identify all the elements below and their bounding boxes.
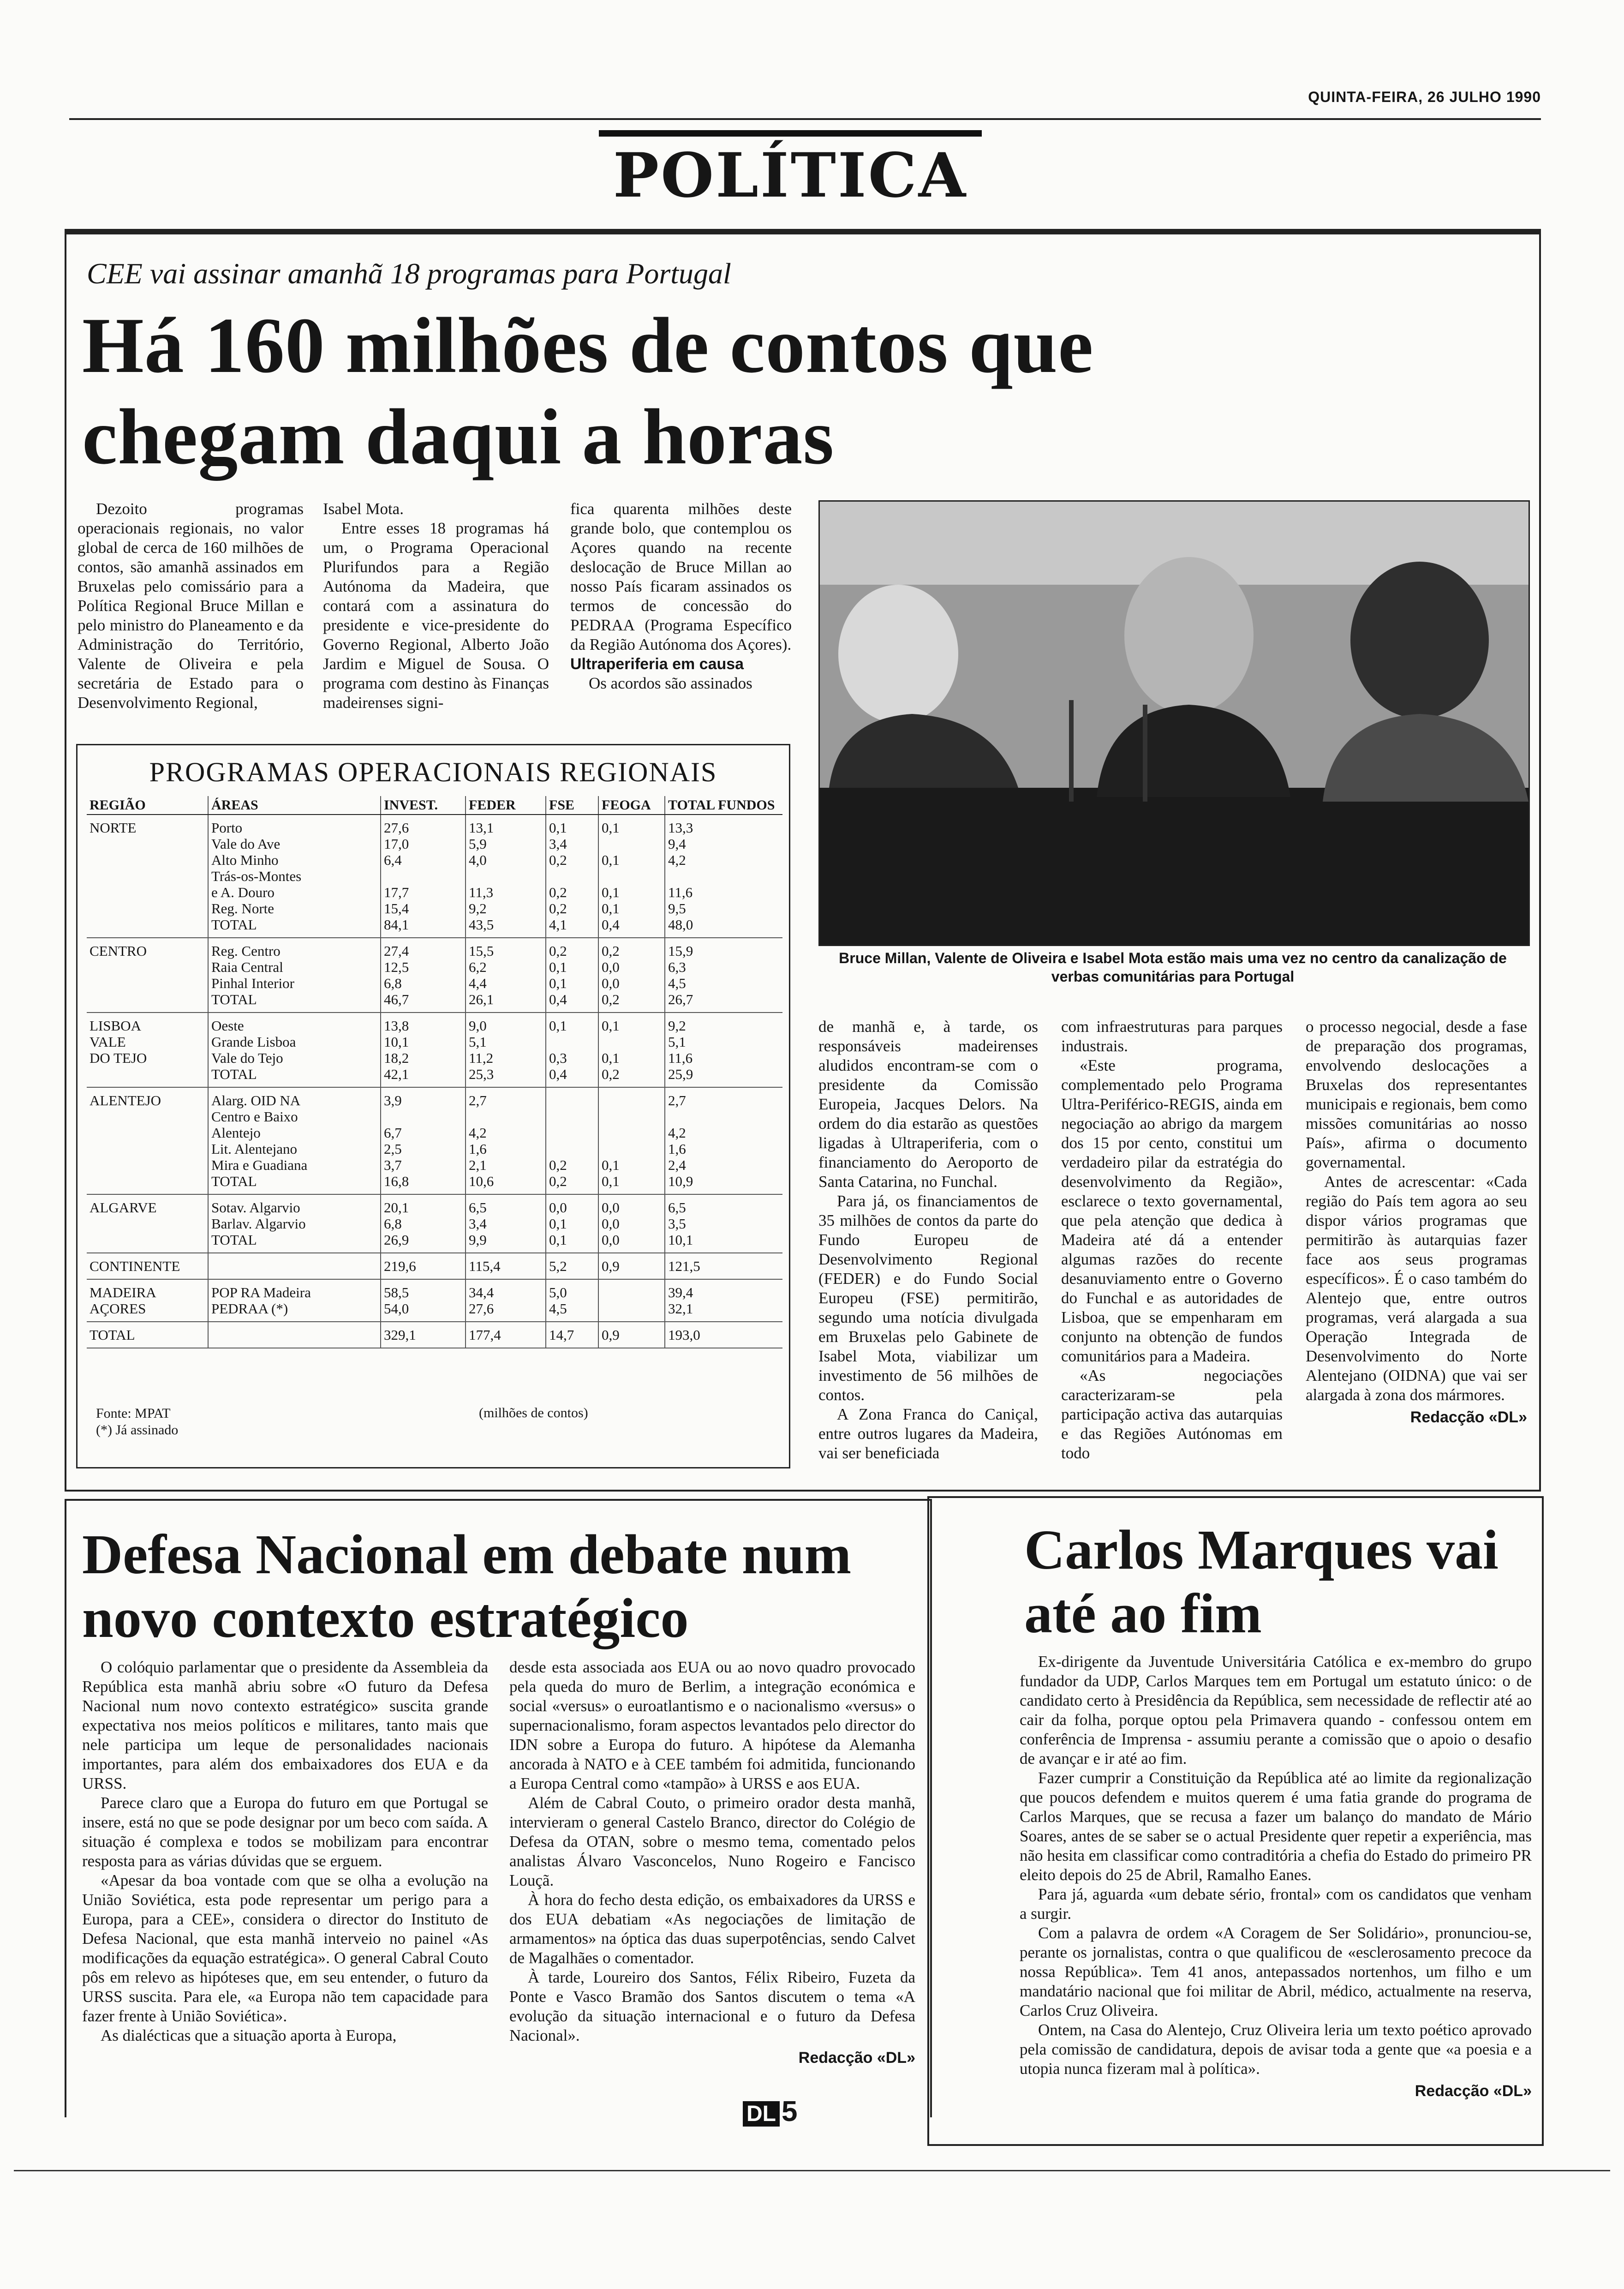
table-row xyxy=(87,938,782,1013)
carlos-paragraph: Ontem, na Casa do Alentejo, Cruz Oliveira leria um texto poético aprovado pela comissão de candidatura, depois de avisar toda a gente que «a poesia e a utopia nunca fizeram mal à política». xyxy=(1020,2021,1532,2078)
main-paragraph: fica quarenta milhões deste grande bolo, que contemplou os Açores quando na recente deslocação de Bruce Millan ao nosso País ficaram assinados os termos de concessão do PEDRAA (Programa Específico da Região Autónoma dos Açores). xyxy=(570,500,792,653)
carlos-paragraph: Para já, aguarda «um debate sério, frontal» com os candidatos que venham a surgir. xyxy=(1020,1885,1532,1923)
section-rule xyxy=(599,130,982,137)
column-header: FEDER xyxy=(466,796,546,815)
table-cell-feder: 34,4 27,6 xyxy=(466,1279,546,1322)
table-cell-feoga: 0,9 xyxy=(598,1322,665,1348)
main-paragraph: Entre esses 18 programas há um, o Programa Operacional Plurifundos para a Região Autónoma da Madeira, que contará com a assinatura do presidente e vice-presidente do Governo Regional, Alberto João Jardim e Miguel de Sousa. O programa com destino às Finanças madeirenses signi- xyxy=(323,519,549,712)
footer-rule xyxy=(14,2170,1610,2171)
table-cell-invest: 329,1 xyxy=(381,1322,466,1348)
table-row xyxy=(87,1013,782,1087)
table-cell-feoga: 0,1 0,1 0,2 xyxy=(598,1013,665,1087)
table-row xyxy=(87,1253,782,1279)
table-cell-invest: 20,1 6,8 26,9 xyxy=(381,1194,466,1253)
table-cell-fse: 0,1 3,4 0,2 0,2 0,2 4,1 xyxy=(546,815,598,938)
main-column-3 xyxy=(570,499,792,693)
page-number: 5 xyxy=(781,2096,798,2127)
table-cell-areas: Sotav. Algarvio Barlav. Algarvio TOTAL xyxy=(208,1194,381,1253)
header-rule xyxy=(69,118,1541,120)
table-cell-total: 13,3 9,4 4,2 11,6 9,5 48,0 xyxy=(665,815,782,938)
main-paragraph: Isabel Mota. xyxy=(323,500,404,518)
main-subhead: Ultraperiferia em causa xyxy=(570,655,744,673)
table-cell-fse: 14,7 xyxy=(546,1322,598,1348)
table-cell-feoga: 0,1 0,1 xyxy=(598,1087,665,1194)
table-cell-region: LISBOA VALE DO TEJO xyxy=(87,1013,208,1087)
table-cell-total: 193,0 xyxy=(665,1322,782,1348)
table-cell-feoga: 0,1 0,1 0,1 0,1 0,4 xyxy=(598,815,665,938)
table-footnotes xyxy=(96,1405,178,1438)
table-row xyxy=(87,1322,782,1348)
table-cell-region: CONTINENTE xyxy=(87,1253,208,1279)
column-header: FSE xyxy=(546,796,598,815)
defesa-paragraph: desde esta associada aos EUA ou ao novo quadro provocado pela queda do muro de Berlim, a integração económica e social «versus» o euroatlantismo e o nacionalismo «versus» o supernacionalismo, foram aspectos levantados pelo director do IDN sobre a Europa do futuro. A hipótese da Alemanha ancorada à NATO e à CEE também foi admitida, funcionando a Europa Central como «tampão» à URSS e aos EUA. xyxy=(509,1658,915,1792)
table-cell-feder: 15,5 6,2 4,4 26,1 xyxy=(466,938,546,1013)
table-cell-feoga xyxy=(598,1279,665,1322)
table-cell-feder: 6,5 3,4 9,9 xyxy=(466,1194,546,1253)
table-cell-total: 2,7 4,2 1,6 2,4 10,9 xyxy=(665,1087,782,1194)
table-row xyxy=(87,1194,782,1253)
photo-caption: Bruce Millan, Valente de Oliveira e Isabel Mota estão mais uma vez no centro da canalização de verbas comunitárias para Portugal xyxy=(839,950,1507,985)
table-cell-areas xyxy=(208,1322,381,1348)
main-paragraph: «As negociações caracterizaram-se pela participação activa das autarquias e das Regiões Autónomas em todo xyxy=(1061,1366,1283,1462)
table-cell-feoga: 0,9 xyxy=(598,1253,665,1279)
column-header: REGIÃO xyxy=(87,796,208,815)
table-cell-fse: 0,2 0,2 xyxy=(546,1087,598,1194)
section-title: POLÍTICA xyxy=(613,140,968,211)
main-lower-column-3 xyxy=(1306,1017,1527,1427)
table-cell-areas: POP RA Madeira PEDRAA (*) xyxy=(208,1279,381,1322)
photo-illustration xyxy=(820,502,1528,945)
defesa-column-2 xyxy=(509,1658,915,2067)
defesa-paragraph: Além de Cabral Couto, o primeiro orador desta manhã, intervieram o general Castelo Branco, director do Colégio de Defesa da OTAN, sobre o mesmo tema, comentado pelos analistas Álvaro Vasconcelos, Nuno Rogeiro e Fancisco Louçã. xyxy=(509,1794,915,1889)
defesa-column-1 xyxy=(82,1658,488,2045)
defesa-paragraph: As dialécticas que a situação aporta à Europa, xyxy=(101,2026,397,2044)
table-header-row xyxy=(87,796,782,815)
main-paragraph: Os acordos são assinados xyxy=(589,674,752,692)
table-cell-feder: 177,4 xyxy=(466,1322,546,1348)
main-paragraph: o processo negocial, desde a fase de preparação dos programas, envolvendo deslocações a Bruxelas dos representantes municipais e regionais, bem como missões comunitárias ao nosso País», afirma o documento governamental. xyxy=(1306,1018,1527,1171)
table-cell-invest: 219,6 xyxy=(381,1253,466,1279)
table-cell-feoga: 0,0 0,0 0,0 xyxy=(598,1194,665,1253)
table-row xyxy=(87,1279,782,1322)
carlos-paragraph: Ex-dirigente da Juventude Universitária Católica e ex-membro do grupo fundador da UDP, Carlos Marques tem em Portugal um estatuto único: o de candidato certo à Presidência da República, sem necessidade de reflectir até ao cair da folha, porque optou pela Primavera quando - confessou ontem em conferência de Imprensa - assumiu perante a comissão que o apoio o desafio de avançar e ir até ao fim. xyxy=(1020,1653,1532,1768)
table-cell-region: MADEIRA AÇORES xyxy=(87,1279,208,1322)
table-cell-total: 6,5 3,5 10,1 xyxy=(665,1194,782,1253)
table-cell-region: TOTAL xyxy=(87,1322,208,1348)
carlos-column xyxy=(1020,1652,1532,2101)
main-paragraph: Para já, os financiamentos de 35 milhões de contos da parte do Fundo Europeu de Desenvolvimento Regional (FEDER) e do Fundo Social Europeu (FSE) permitirão, segundo uma notícia divulgada em Bruxelas pelo Gabinete de Isabel Mota, viabilizar um investimento de 56 milhões de contos. xyxy=(818,1192,1038,1404)
table-note: (*) Já assinado xyxy=(96,1422,179,1438)
table-cell-fse: 5,2 xyxy=(546,1253,598,1279)
column-header: ÁREAS xyxy=(208,796,381,815)
table-cell-fse: 5,0 4,5 xyxy=(546,1279,598,1322)
carlos-paragraph: Com a palavra de ordem «A Coragem de Ser Solidário», pronunciou-se, perante os jornalistas, contra o que qualificou de «esclerosamento precoce da nossa República». Tem 41 anos, antepassados nortenhos, um filho e um mandatário nacional que foi militar de Abril, médico, actualmente na reserva, Carlos Cruz Oliveira. xyxy=(1020,1924,1532,2019)
table-title: PROGRAMAS OPERACIONAIS REGIONAIS xyxy=(149,757,717,787)
table-cell-feder: 9,0 5,1 11,2 25,3 xyxy=(466,1013,546,1087)
column-header: TOTAL FUNDOS xyxy=(665,796,782,815)
main-signature: Redacção «DL» xyxy=(1410,1408,1527,1426)
main-column-2 xyxy=(323,499,549,713)
table-cell-region: NORTE xyxy=(87,815,208,938)
table-cell-total: 9,2 5,1 11,6 25,9 xyxy=(665,1013,782,1087)
column-header: FEOGA xyxy=(598,796,665,815)
table-row xyxy=(87,1087,782,1194)
issue-date: QUINTA-FEIRA, 26 JULHO 1990 xyxy=(1308,89,1541,105)
regional-programs-table-box xyxy=(76,744,790,1468)
table-cell-feder: 115,4 xyxy=(466,1253,546,1279)
table-cell-feoga: 0,2 0,0 0,0 0,2 xyxy=(598,938,665,1013)
defesa-paragraph: À tarde, Loureiro dos Santos, Félix Ribeiro, Fuzeta da Ponte e Vasco Bramão dos Santos discutem o tema «A evolução da situação internacional e o futuro da Defesa Nacional». xyxy=(509,1968,915,2044)
table-unit: (milhões de contos) xyxy=(479,1405,588,1420)
table-cell-region: ALGARVE xyxy=(87,1194,208,1253)
table-cell-fse: 0,1 0,3 0,4 xyxy=(546,1013,598,1087)
main-paragraph: de manhã e, à tarde, os responsáveis madeirenses aludidos encontram-se com o presidente da Comissão Europeia, Jacques Delors. Na ordem do dia estarão as questões ligadas à Ultraperiferia, com o financiamento do Aeroporto de Santa Catarina, no Funchal. xyxy=(818,1018,1038,1191)
defesa-paragraph: «Apesar da boa vontade com que se olha a evolução na União Soviética, esta pode representar um perigo para a Europa, para a CEE», considera o director do Instituto de Defesa Nacional, que esta manhã interveio no painel «As modificações da equação estratégica». O general Cabral Couto pôs em relevo as hipóteses que, em seu entender, o futuro da URSS suscita. Para ele, «a Europa não tem capacidade para fazer frente à União Soviética». xyxy=(82,1871,488,2025)
main-headline: Há 160 milhões de contos que chegam daqui a horas xyxy=(82,302,1094,481)
column-header: INVEST. xyxy=(381,796,466,815)
defesa-paragraph: Parece claro que a Europa do futuro em que Portugal se insere, está no que se pode designar por um beco com saída. A situação é complexa e todos se mobilizam para encontrar resposta para as várias dúvidas que se erguem. xyxy=(82,1794,488,1870)
newspaper-logo: DL xyxy=(743,2101,780,2127)
main-lower-column-2 xyxy=(1061,1017,1283,1463)
table-cell-feder: 13,1 5,9 4,0 11,3 9,2 43,5 xyxy=(466,815,546,938)
table-cell-total: 121,5 xyxy=(665,1253,782,1279)
table-cell-areas: Reg. Centro Raia Central Pinhal Interior TOTAL xyxy=(208,938,381,1013)
table-cell-region: ALENTEJO xyxy=(87,1087,208,1194)
table-source: Fonte: MPAT xyxy=(96,1406,171,1421)
main-paragraph: «Este programa, complementado pelo Programa Ultra-Periférico-REGIS, ainda em negociação ao abrigo da margem dos 15 por cento, constitui um verdadeiro pilar da estratégia do desenvolvimento da Região», esclarece o texto governamental, que pela atenção que dedica à Madeira até dá a entender algumas razões do recente desanuviamento entre o Governo do Funchal e as autoridades de Lisboa, que se empenharam em conjunto na obtenção de fundos comunitários para a Madeira. xyxy=(1061,1056,1283,1365)
defesa-paragraph: O colóquio parlamentar que o presidente da Assembleia da República esta manhã abriu sobre «O futuro da Defesa Nacional num novo contexto estratégico» suscita grande expectativa nos meios políticos e militares, tanto mais que nele participa um leque de personalidades nacionais importantes, para além dos embaixadores dos EUA e da URSS. xyxy=(82,1658,488,1792)
table-cell-fse: 0,2 0,1 0,1 0,4 xyxy=(546,938,598,1013)
defesa-paragraph: À hora do fecho desta edição, os embaixadores da URSS e dos EUA debatiam «As negociações de limitação de armamentos» na óptica das duas superpotências, sendo Calvet de Magalhães o comentador. xyxy=(509,1891,915,1967)
table-cell-areas: Porto Vale do Ave Alto Minho Trás-os-Montes e A. Douro Reg. Norte TOTAL xyxy=(208,815,381,938)
main-paragraph: Antes de acrescentar: «Cada região do País tem agora ao seu dispor vários programas que permitirão às autarquias fazer face aos seus programas específicos». É o caso também do Alentejo que, entre outros programas, verá alargada a sua Operação Integrada de Desenvolvimento do Norte Alentejano (OIDNA) que vai ser alargada à zona dos mármores. xyxy=(1306,1173,1527,1404)
page-footer xyxy=(743,2095,797,2128)
table-cell-total: 15,9 6,3 4,5 26,7 xyxy=(665,938,782,1013)
carlos-paragraph: Fazer cumprir a Constituição da República até ao limite da regionalização que poucos defendem e muitos querem é uma fatia grande do programa de Carlos Marques, que se recusa a fazer um balanço do mandato de Mário Soares, antes de se saber se o actual Presidente quer repetir a experiência, mas não hesita em classificar como contraditória a chefia do Estado do primeiro PR eleito depois do 25 de Abril, Ramalho Eanes. xyxy=(1020,1769,1532,1884)
table-cell-fse: 0,0 0,1 0,1 xyxy=(546,1194,598,1253)
main-lower-column-1 xyxy=(818,1017,1038,1463)
table-cell-invest: 58,5 54,0 xyxy=(381,1279,466,1322)
table-cell-invest: 13,8 10,1 18,2 42,1 xyxy=(381,1013,466,1087)
main-paragraph: com infraestruturas para parques industrais. xyxy=(1061,1018,1283,1055)
main-paragraph: A Zona Franca do Caniçal, entre outros lugares da Madeira, vai ser beneficiada xyxy=(818,1405,1038,1462)
table-cell-total: 39,4 32,1 xyxy=(665,1279,782,1322)
table-cell-region: CENTRO xyxy=(87,938,208,1013)
main-kicker: CEE vai assinar amanhã 18 programas para Portugal xyxy=(87,257,731,290)
regional-programs-table xyxy=(87,796,782,1348)
table-cell-areas: Oeste Grande Lisboa Vale do Tejo TOTAL xyxy=(208,1013,381,1087)
carlos-headline: Carlos Marques vai até ao fim xyxy=(1024,1519,1499,1645)
main-paragraph: Dezoito programas operacionais regionais, no valor global de cerca de 160 milhões de contos, são amanhã assinados em Bruxelas pelo comissário para a Política Regional Bruce Millan e pelo ministro do Planeamento e da Administração do Território, Valente de Oliveira e pela secretária de Estado para o Desenvolvimento Regional, xyxy=(78,500,304,712)
table-cell-areas xyxy=(208,1253,381,1279)
table-cell-invest: 3,9 6,7 2,5 3,7 16,8 xyxy=(381,1087,466,1194)
table-cell-invest: 27,6 17,0 6,4 17,7 15,4 84,1 xyxy=(381,815,466,938)
carlos-signature: Redacção «DL» xyxy=(1415,2082,1532,2100)
table-cell-feder: 2,7 4,2 1,6 2,1 10,6 xyxy=(466,1087,546,1194)
defesa-signature: Redacção «DL» xyxy=(798,2049,915,2067)
defesa-headline: Defesa Nacional em debate num novo contexto estratégico xyxy=(82,1523,852,1649)
table-row xyxy=(87,815,782,938)
table-cell-invest: 27,4 12,5 6,8 46,7 xyxy=(381,938,466,1013)
table-cell-areas: Alarg. OID NA Centro e Baixo Alentejo Lit. Alentejano Mira e Guadiana TOTAL xyxy=(208,1087,381,1194)
news-photo xyxy=(818,500,1530,946)
main-column-1 xyxy=(78,499,304,713)
